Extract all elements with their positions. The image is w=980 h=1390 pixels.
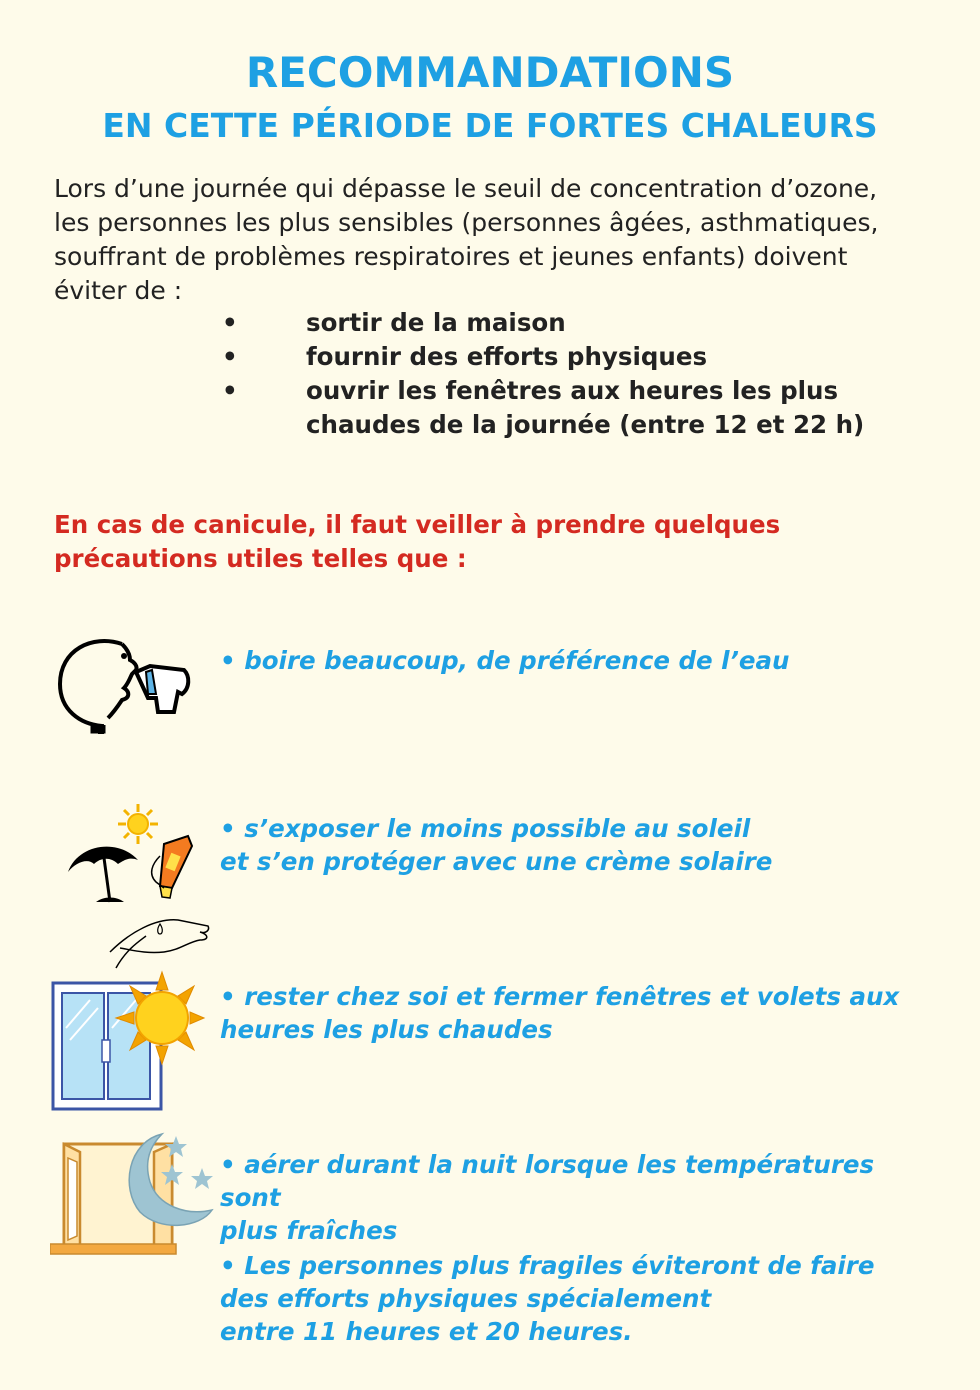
tip-line: heures les plus chaudes xyxy=(220,1015,553,1044)
window-sun-icon xyxy=(50,970,206,1116)
avoid-list xyxy=(54,306,934,442)
canicule-warning: En cas de canicule, il faut veiller à prendre quelques précautions utiles telles que : xyxy=(54,510,781,573)
tip-drink xyxy=(220,644,940,677)
tip-sun xyxy=(220,812,940,878)
intro-line: Lors d’une journée qui dépasse le seuil de concentration d’ozone, xyxy=(54,174,878,203)
bullet: • xyxy=(222,308,238,337)
tip-line: • aérer durant la nuit lorsque les températures sont xyxy=(220,1150,875,1212)
tip-line: • s’exposer le moins possible au soleil xyxy=(220,814,751,843)
tip-stay-home xyxy=(220,980,940,1046)
intro-line: souffrant de problèmes respiratoires et jeunes enfants) doivent xyxy=(54,242,848,271)
intro-paragraph xyxy=(54,172,934,308)
drinking-person-icon xyxy=(52,632,197,741)
list-item-text: ouvrir les fenêtres aux heures les plus chaudes de la journée (entre 12 et 22 h) xyxy=(306,376,865,439)
open-window-moon-icon xyxy=(50,1132,216,1262)
list-item xyxy=(54,306,934,340)
list-item-text: fournir des efforts physiques xyxy=(306,342,708,371)
intro-line: les personnes les plus sensibles (personnes âgées, asthmatiques, xyxy=(54,208,879,237)
list-item xyxy=(54,374,934,442)
tip-line: des efforts physiques spécialement xyxy=(220,1284,712,1313)
title-line-1: RECOMMANDATIONS xyxy=(245,48,735,97)
list-item-text: sortir de la maison xyxy=(306,308,566,337)
tip-line: • Les personnes plus fragiles éviteront de faire xyxy=(220,1251,875,1280)
tip-fragile-people xyxy=(220,1249,940,1348)
tip-line: et s’en protéger avec une crème solaire xyxy=(220,847,773,876)
title-line-2: EN CETTE PÉRIODE DE FORTES CHALEURS xyxy=(102,106,878,145)
tip-line: • rester chez soi et fermer fenêtres et volets aux xyxy=(220,982,900,1011)
tip-line: entre 11 heures et 20 heures. xyxy=(220,1317,633,1346)
tip-line: • boire beaucoup, de préférence de l’eau xyxy=(220,646,790,675)
bullet: • xyxy=(222,376,238,405)
list-item xyxy=(54,340,934,374)
intro-line: éviter de : xyxy=(54,276,183,305)
bullet: • xyxy=(222,342,238,371)
sunscreen-umbrella-icon xyxy=(60,802,215,974)
tip-ventilate xyxy=(220,1148,940,1247)
tip-line: plus fraîches xyxy=(220,1216,398,1245)
